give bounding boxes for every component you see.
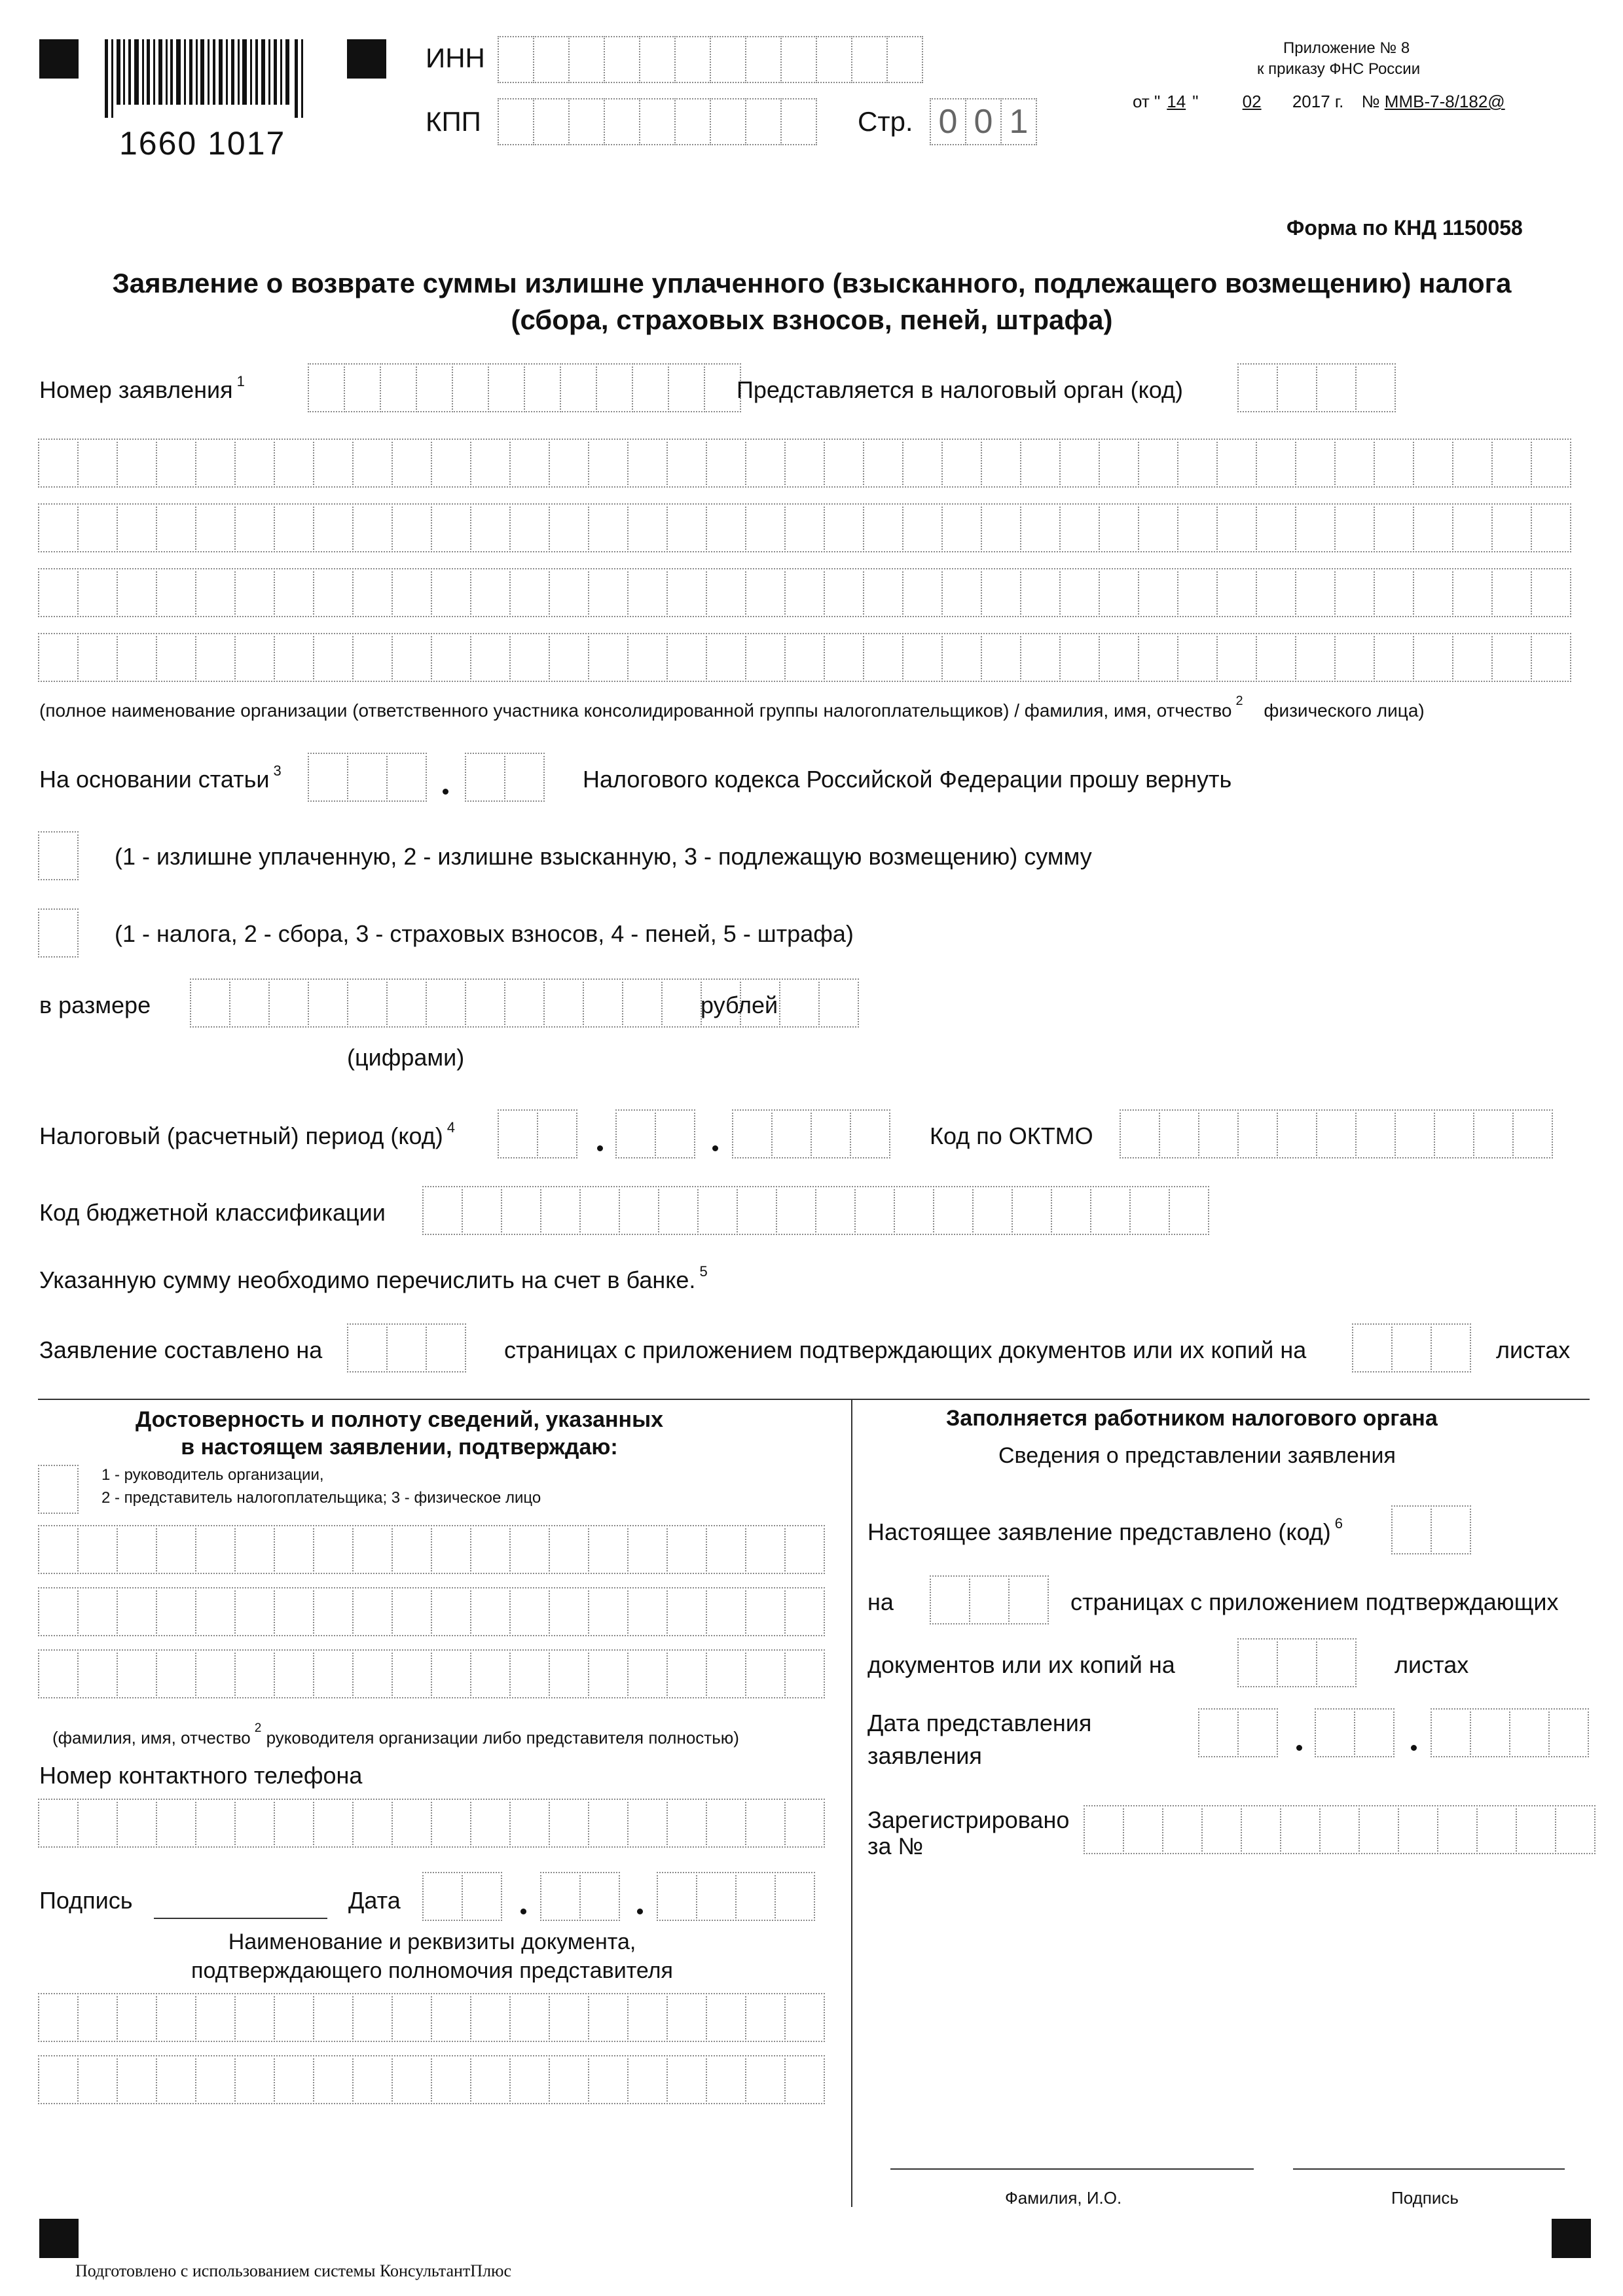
officer-sign-caption: Подпись [1391,2188,1459,2208]
column-divider [851,1399,852,2207]
tax-officer-heading: Заполняется работником налогового органа [946,1406,1438,1431]
period-dot-1 [597,1145,603,1151]
submission-date-dot-2 [1411,1745,1417,1751]
form-title [26,265,1597,338]
submission-date-day[interactable] [1198,1708,1277,1757]
order-year: 2017 г. [1292,92,1344,111]
corner-marker-bottom-right [1552,2219,1591,2258]
kbk-label: Код бюджетной классификации [39,1199,386,1226]
form-title-line2: (сбора, страховых взносов, пеней, штрафа) [511,304,1113,335]
app-number-label: Номер заявления $^1$ [39,373,245,403]
order-day: 14 [1167,92,1186,111]
pages-cells[interactable] [347,1323,465,1372]
form-title-line1: Заявление о возврате суммы излишне уплаченного (взысканного, подлежащего возмещению) налога [112,268,1512,298]
kpp-label: КПП [426,106,481,137]
authority-doc-heading: Наименование и реквизиты документа, подтверждающего полномочия представителя [191,1929,673,1983]
page-digit-3: 1 [1000,98,1037,145]
payment-kind-text: (1 - налога, 2 - сбора, 3 - страховых взносов, 4 - пеней, 5 - штрафа) [115,920,854,947]
app-number-cells[interactable] [308,363,740,412]
submitted-label: Настоящее заявление представлено (код) $^6$ [867,1515,1343,1545]
inn-label: ИНН [426,43,485,73]
submission-date-label-1: Дата представления [867,1710,1092,1736]
tax-authority-cells[interactable] [1237,363,1395,412]
period-cells-1[interactable] [498,1109,576,1158]
section-divider [38,1399,1590,1400]
kbk-cells[interactable] [422,1186,1208,1235]
authority-doc-grid[interactable] [38,1993,824,2104]
signer-fio-caption: (фамилия, имя, отчество $^2$ руководителя организации либо представителя полностью) [52,1721,739,1748]
submission-date-dot-1 [1296,1745,1302,1751]
officer-fio-caption: Фамилия, И.О. [1005,2188,1122,2208]
officer-pages-cells[interactable] [930,1575,1048,1624]
signature-line[interactable] [154,1918,327,1919]
signer-fio-grid[interactable] [38,1525,824,1698]
date-label: Дата [348,1887,401,1914]
officer-sheets-cells[interactable] [1237,1638,1355,1687]
officer-sheets-label: листах [1395,1651,1469,1678]
order-from: от [1133,92,1150,111]
submission-date-month[interactable] [1315,1708,1393,1757]
oktmo-label: Код по ОКТМО [930,1122,1093,1149]
amount-label: в размере [39,992,151,1018]
barcode [105,39,308,137]
article-part-cells[interactable] [465,753,543,802]
taxpayer-name-caption: (полное наименование организации (ответственного участника консолидированной группы налогоплательщиков) / фамилия, имя, отчество $^2$ физического лица) [39,694,1425,721]
page-cells[interactable] [930,98,1036,145]
tax-authority-label: Представляется в налоговый орган (код) [737,376,1184,403]
refund-kind-cell[interactable] [38,831,77,880]
on-label: на [867,1588,894,1615]
order-month: 02 [1242,92,1262,111]
sign-date-dot-2 [637,1909,643,1914]
page-digit-2: 0 [965,98,1002,145]
article-separator-dot [443,789,448,795]
page-digit-1: 0 [930,98,966,145]
signature-label: Подпись [39,1887,133,1914]
submitted-code-cells[interactable] [1391,1505,1470,1554]
signer-option-1: 1 - руководитель организации, [101,1466,324,1484]
officer-fio-line[interactable] [890,2168,1254,2170]
kpp-cells[interactable] [498,98,816,145]
registered-label-1: Зарегистрировано [867,1806,1070,1833]
corner-marker-bottom-left [39,2219,79,2258]
appendix-line2: к приказу ФНС России [1257,60,1421,78]
oktmo-cells[interactable] [1120,1109,1552,1158]
sign-date-year[interactable] [657,1872,814,1921]
signer-option-2: 2 - представитель налогоплательщика; 3 - физическое лицо [101,1489,541,1507]
period-label: Налоговый (расчетный) период (код) $^4$ [39,1119,455,1149]
order-reference: от " 14 " 02 2017 г. № ММВ-7-8/182@ [1133,92,1505,111]
pages-mid: страницах с приложением подтверждающих документов или их копий на [504,1336,1307,1363]
phone-label: Номер контактного телефона [39,1762,363,1789]
footer-text: Подготовлено с использованием системы КонсультантПлюс [75,2261,512,2280]
officer-pages-text: страницах с приложением подтверждающих [1070,1588,1559,1615]
submission-date-label-2: заявления [867,1742,982,1769]
sign-date-month[interactable] [540,1872,619,1921]
page-label: Стр. [858,106,913,137]
registration-number-cells[interactable] [1084,1805,1594,1854]
taxpayer-name-grid[interactable] [38,439,1570,682]
confirm-heading: Достоверность и полноту сведений, указанных в настоящем заявлении, подтверждаю: [135,1407,664,1460]
article-label: На основании статьи $^3$ [39,762,282,793]
sign-date-day[interactable] [422,1872,501,1921]
officer-sign-line[interactable] [1293,2168,1565,2170]
order-no-label: № [1361,92,1380,111]
pages-end: листах [1496,1336,1571,1363]
amount-unit: рублей [701,992,778,1018]
sheets-cells[interactable] [1352,1323,1470,1372]
sign-date-dot-1 [520,1909,526,1914]
pages-label: Заявление составлено на [39,1336,323,1363]
registered-label-2: за № [867,1833,924,1859]
article-tail: Налогового кодекса Российской Федерации прошу вернуть [583,766,1232,793]
appendix-line1: Приложение № 8 [1283,39,1410,57]
corner-marker-top-left [39,39,79,79]
period-cells-3[interactable] [732,1109,889,1158]
bank-text: Указанную сумму необходимо перечислить на счет в банке. $^5$ [39,1263,708,1293]
period-cells-2[interactable] [615,1109,694,1158]
barcode-number: 1660 1017 [119,125,286,162]
submission-date-year[interactable] [1431,1708,1588,1757]
refund-kind-text: (1 - излишне уплаченную, 2 - излишне взысканную, 3 - подлежащую возмещению) сумму [115,843,1092,870]
form-code: Форма по КНД 1150058 [1286,216,1523,240]
order-no: ММВ-7-8/182@ [1384,92,1505,111]
inn-cells[interactable] [498,36,922,83]
article-cells[interactable] [308,753,426,802]
payment-kind-cell[interactable] [38,908,77,958]
phone-cells[interactable] [38,1799,824,1848]
submission-subheading: Сведения о представлении заявления [998,1443,1396,1468]
corner-marker-top-right [347,39,386,79]
period-dot-2 [712,1145,718,1151]
signer-type-cell[interactable] [38,1465,77,1514]
amount-caption: (цифрами) [347,1044,465,1071]
officer-docs-text: документов или их копий на [867,1651,1175,1678]
